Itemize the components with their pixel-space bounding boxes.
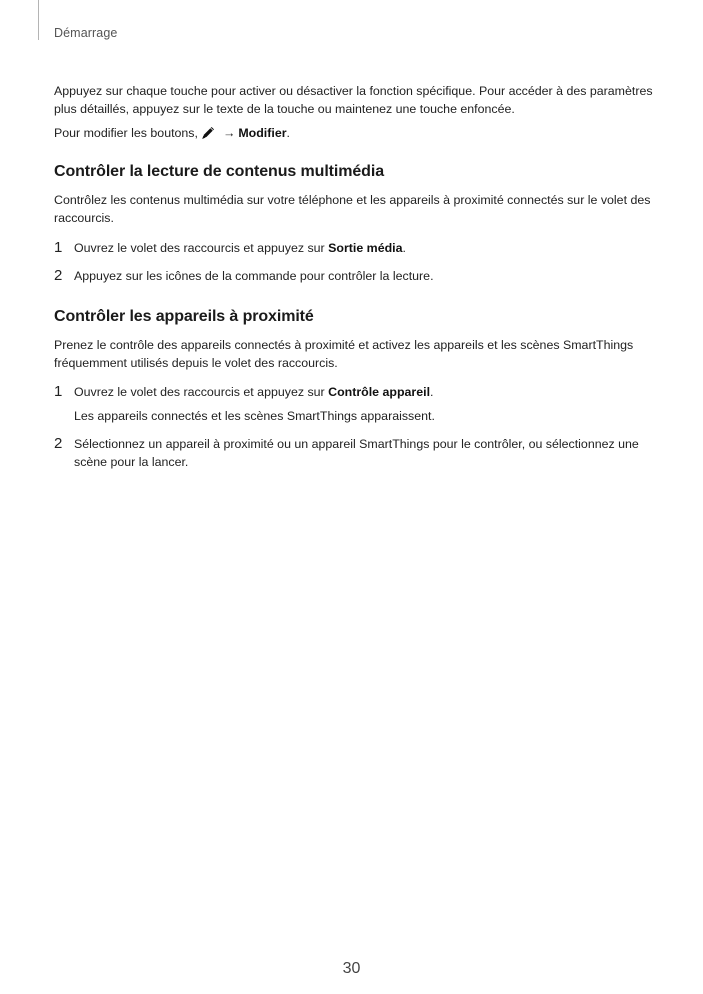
step-text: Appuyez sur les icônes de la commande pour contrôler la lecture. (74, 269, 434, 283)
step-item (54, 267, 654, 285)
step-text: Ouvrez le volet des raccourcis et appuyez sur Contrôle appareil. (74, 385, 434, 399)
steps-list-media (54, 239, 654, 285)
step-number: 1 (54, 239, 63, 256)
step-keyword: Contrôle appareil (328, 385, 431, 399)
step-number: 1 (54, 383, 63, 400)
step-text: Sélectionnez un appareil à proximité ou un appareil SmartThings pour le contrôler, ou sélectionnez une scène pour la lancer. (74, 437, 639, 469)
section-title-devices: Contrôler les appareils à proximité (54, 308, 314, 325)
step-keyword: Sortie média (328, 241, 403, 255)
section-title-media: Contrôler la lecture de contenus multimédia (54, 163, 384, 180)
step-item (54, 435, 654, 471)
page-content (54, 82, 654, 471)
arrow-icon: → (222, 126, 236, 140)
step-number: 2 (54, 267, 63, 284)
step-number: 2 (54, 435, 63, 452)
pencil-icon (201, 126, 217, 140)
step-item (54, 383, 654, 425)
modify-action: Modifier (238, 126, 287, 140)
step-item (54, 239, 654, 257)
step-text: Ouvrez le volet des raccourcis et appuyez sur Sortie média. (74, 241, 406, 255)
modify-prefix: Pour modifier les boutons, (54, 126, 198, 140)
header-divider (38, 0, 39, 40)
step-content (74, 383, 654, 425)
modify-instruction (54, 124, 654, 142)
step-subtext: Les appareils connectés et les scènes SmartThings apparaissent. (74, 409, 435, 423)
steps-list-devices (54, 383, 654, 471)
section-description-media: Contrôlez les contenus multimédia sur votre téléphone et les appareils à proximité connectés sur le volet des raccourcis. (54, 193, 651, 225)
page-number: 30 (342, 960, 361, 977)
chapter-title: Démarrage (54, 26, 118, 40)
section-description-devices: Prenez le contrôle des appareils connectés à proximité et activez les appareils et les scènes SmartThings fréquemment utilisés depuis le volet des raccourcis. (54, 338, 634, 370)
modify-suffix: . (286, 126, 290, 140)
intro-paragraph: Appuyez sur chaque touche pour activer ou désactiver la fonction spécifique. Pour accéder à des paramètres plus détaillés, appuyez sur le texte de la touche ou maintenez une touche enfoncée. (54, 84, 653, 116)
